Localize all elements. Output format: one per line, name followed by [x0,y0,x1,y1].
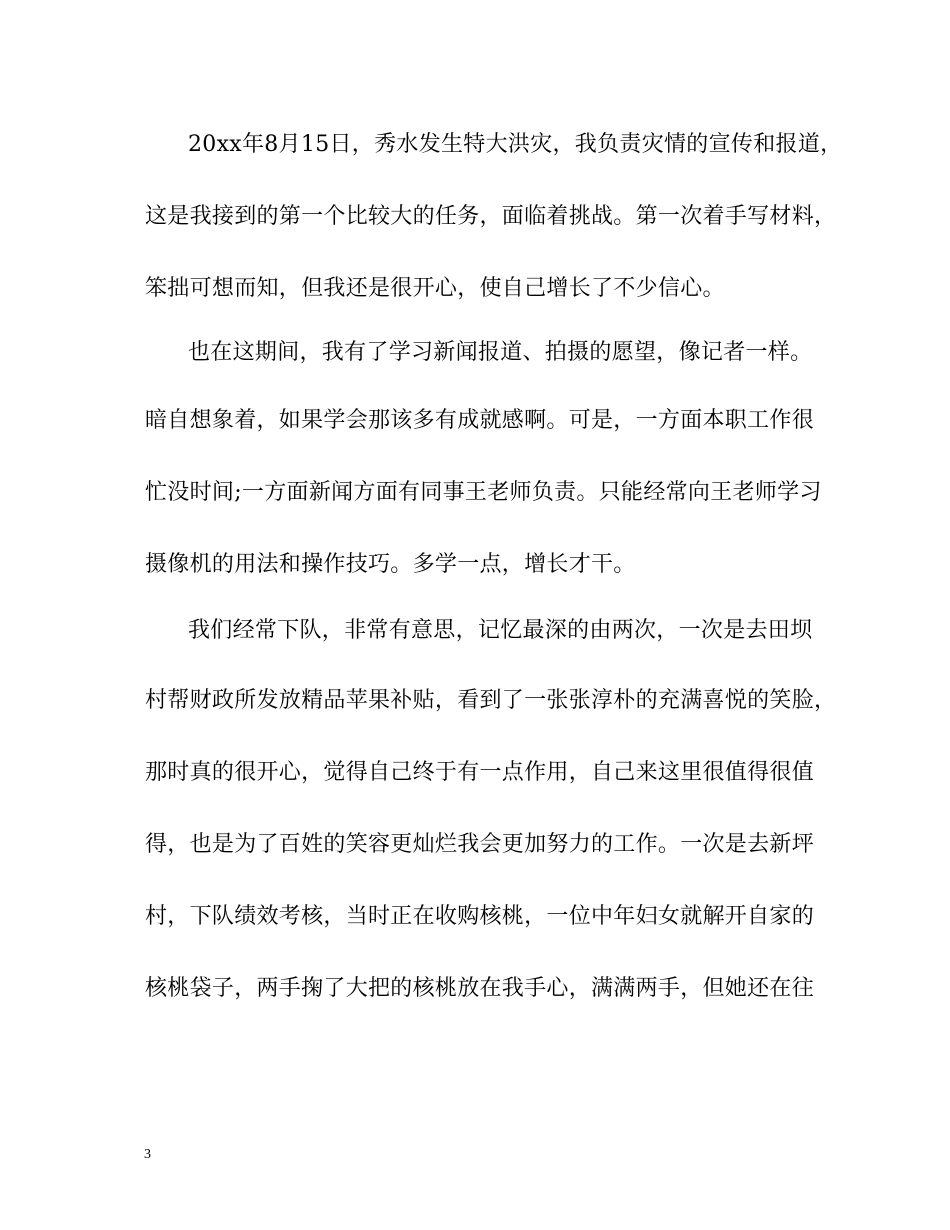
paragraph-2-line-1: 也在这期间，我有了学习新闻报道、拍摄的愿望，像记者一样。 [188,340,813,365]
paragraph-3-line-3: 那时真的很开心，觉得自己终于有一点作用，自己来这里很值得很值 [145,760,815,785]
paragraph-1-line-1: 20xx年8月15日，秀水发生特大洪灾，我负责灾情的宣传和报道， [188,132,843,157]
paragraph-3-line-4: 得，也是为了百姓的笑容更灿烂我会更加努力的工作。一次是去新坪 [145,832,815,857]
paragraph-3-line-2: 村帮财政所发放精品苹果补贴，看到了一张张淳朴的充满喜悦的笑脸， [145,688,837,713]
paragraph-1-line-2: 这是我接到的第一个比较大的任务，面临着挑战。第一次着手写材料， [145,204,837,229]
paragraph-1-line-3: 笨拙可想而知，但我还是很开心，使自己增长了不少信心。 [145,276,725,301]
paragraph-3-line-6: 核桃袋子，两手掬了大把的核桃放在我手心，满满两手，但她还在往 [145,976,815,1001]
paragraph-2-line-3: 忙没时间;一方面新闻方面有同事王老师负责。只能经常向王老师学习 [145,480,822,505]
paragraph-3-line-5: 村，下队绩效考核，当时正在收购核桃，一位中年妇女就解开自家的 [145,904,815,929]
paragraph-2-line-2: 暗自想象着，如果学会那该多有成就感啊。可是，一方面本职工作很 [145,408,815,433]
paragraph-2-line-4: 摄像机的用法和操作技巧。多学一点，增长才干。 [145,552,636,577]
page-number: 3 [144,1147,151,1162]
paragraph-3-line-1: 我们经常下队，非常有意思，记忆最深的由两次，一次是去田坝 [188,618,813,643]
